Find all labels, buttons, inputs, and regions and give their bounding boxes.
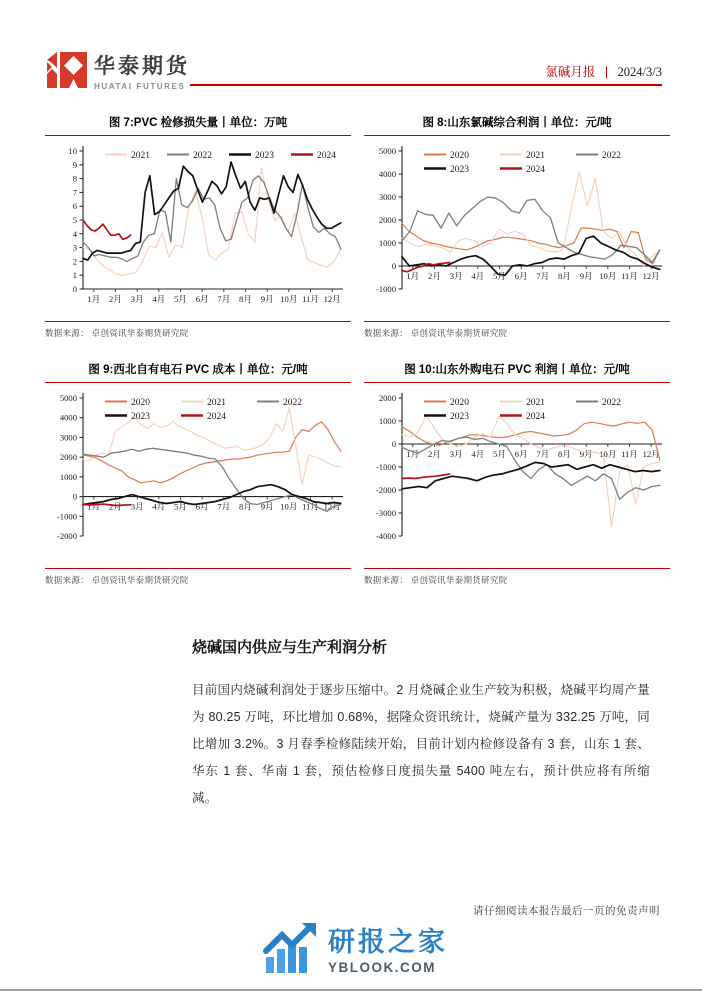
watermark-site-name: 研报之家	[328, 927, 448, 957]
svg-text:9: 9	[72, 159, 77, 170]
svg-text:9月: 9月	[579, 271, 593, 281]
figure-9-source: 数据来源： 卓创资讯华泰期货研究院	[45, 575, 189, 585]
header-separator: |	[604, 65, 609, 79]
svg-text:10月: 10月	[599, 449, 617, 459]
disclaimer-text: 请仔细阅读本报告最后一页的免责声明	[473, 905, 660, 917]
svg-text:11月: 11月	[621, 449, 638, 459]
svg-text:3: 3	[72, 242, 77, 253]
svg-text:11月: 11月	[621, 271, 638, 281]
svg-text:2000: 2000	[378, 215, 396, 225]
figure-10	[364, 360, 670, 586]
svg-text:12月: 12月	[642, 271, 660, 281]
svg-text:-4000: -4000	[375, 531, 396, 541]
svg-text:0: 0	[72, 491, 77, 502]
svg-text:4000: 4000	[59, 412, 77, 423]
figure-8-title: 图 8:山东氯碱综合利润丨单位：元/吨	[422, 117, 612, 129]
svg-text:8月: 8月	[239, 501, 252, 512]
svg-text:2: 2	[72, 256, 77, 267]
figure-7	[45, 113, 351, 339]
report-meta	[545, 62, 662, 80]
svg-text:5000: 5000	[59, 393, 77, 403]
figure-7-top-rule	[45, 135, 351, 136]
figure-10-chart	[364, 386, 670, 568]
svg-text:12月: 12月	[323, 294, 341, 304]
svg-text:4: 4	[72, 228, 77, 239]
svg-text:4月: 4月	[471, 271, 485, 281]
svg-text:9月: 9月	[260, 294, 274, 304]
svg-text:5月: 5月	[493, 449, 506, 459]
svg-text:9月: 9月	[579, 449, 593, 459]
svg-text:2000: 2000	[59, 452, 77, 463]
watermark-site-url: YBLOOK.COM	[328, 960, 436, 975]
svg-text:2021: 2021	[526, 398, 545, 408]
svg-text:3000: 3000	[378, 192, 396, 202]
svg-text:2020: 2020	[131, 398, 150, 408]
svg-text:2023: 2023	[255, 151, 274, 161]
svg-text:4月: 4月	[471, 449, 485, 459]
svg-text:1月: 1月	[87, 294, 101, 304]
figure-7-bottom-rule	[45, 321, 351, 322]
figure-7-chart	[45, 139, 351, 321]
brand-name-en: HUATAI FUTURES	[94, 82, 186, 91]
svg-text:7月: 7月	[536, 271, 550, 281]
svg-text:1000: 1000	[378, 238, 396, 248]
svg-text:2022: 2022	[193, 151, 212, 161]
svg-text:6月: 6月	[195, 294, 209, 304]
svg-text:1000: 1000	[59, 471, 77, 482]
svg-text:3月: 3月	[449, 449, 463, 459]
svg-text:-3000: -3000	[375, 508, 396, 518]
report-type-label: 氯碱月报	[545, 65, 596, 79]
huatai-logo-icon	[45, 48, 89, 90]
svg-text:2024: 2024	[317, 151, 336, 161]
svg-text:2022: 2022	[283, 398, 302, 408]
figure-8-top-rule	[364, 135, 670, 136]
figure-9-title: 图 9:西北自有电石 PVC 成本丨单位：元/吨	[88, 364, 308, 376]
brand-name-cn: 华泰期货	[94, 55, 190, 78]
brand-block	[94, 50, 190, 91]
svg-text:1月: 1月	[406, 271, 420, 281]
svg-text:2024: 2024	[207, 412, 226, 422]
figure-10-bottom-rule	[364, 568, 670, 569]
svg-text:5: 5	[72, 215, 77, 225]
svg-text:12月: 12月	[323, 501, 341, 512]
figure-7-source: 数据来源： 卓创资讯华泰期货研究院	[45, 328, 189, 338]
svg-text:1月: 1月	[87, 501, 101, 512]
svg-text:2月: 2月	[428, 449, 441, 459]
svg-text:8月: 8月	[239, 294, 252, 304]
svg-text:2月: 2月	[109, 501, 122, 512]
figure-10-title: 图 10:山东外购电石 PVC 利润丨单位：元/吨	[404, 364, 630, 376]
svg-text:3000: 3000	[59, 432, 77, 443]
section-heading: 烧碱国内供应与生产利润分析	[192, 639, 388, 656]
section-paragraph: 目前国内烧碱利润处于逐步压缩中。2 月烧碱企业生产较为积极，烧碱平均周产量为 80.25 万吨，环比增加 0.68%，据隆众资讯统计，烧碱产量为 332.25 万吨，同比增加 3.2%。3 月春季检修陆续开始，目前计划内检修设备有 3 套，山东 1 套、华东 1 套、华南 1 套，预估检修日度损失量 5400 吨左右，预计供应将有所缩减。	[192, 683, 650, 805]
svg-text:4000: 4000	[378, 169, 396, 179]
svg-text:2020: 2020	[450, 151, 469, 161]
figure-8-bottom-rule	[364, 321, 670, 322]
svg-text:8月: 8月	[558, 271, 571, 281]
svg-text:2024: 2024	[526, 412, 545, 422]
header-divider	[190, 84, 662, 86]
figure-7-title: 图 7:PVC 检修损失量丨单位：万吨	[108, 117, 288, 129]
svg-text:3月: 3月	[130, 501, 144, 512]
svg-text:2020: 2020	[450, 398, 469, 408]
svg-text:7月: 7月	[217, 294, 231, 304]
figure-9-top-rule	[45, 382, 351, 383]
svg-text:2021: 2021	[131, 151, 150, 161]
svg-text:-2000: -2000	[375, 485, 396, 495]
svg-text:-2000: -2000	[56, 531, 77, 541]
svg-text:5月: 5月	[493, 271, 506, 281]
svg-text:6月: 6月	[514, 271, 528, 281]
svg-text:2023: 2023	[450, 412, 469, 422]
svg-text:0: 0	[391, 261, 396, 271]
figure-10-source: 数据来源： 卓创资讯华泰期货研究院	[364, 575, 508, 585]
svg-text:6月: 6月	[195, 501, 209, 512]
svg-text:2021: 2021	[207, 398, 226, 408]
svg-text:1月: 1月	[406, 449, 420, 459]
svg-text:7: 7	[72, 187, 77, 198]
svg-text:2000: 2000	[378, 393, 396, 403]
svg-text:1: 1	[72, 270, 77, 281]
figure-8-source: 数据来源： 卓创资讯华泰期货研究院	[364, 328, 508, 338]
svg-text:-1000: -1000	[375, 462, 396, 472]
svg-text:2021: 2021	[526, 151, 545, 161]
page-header	[0, 0, 702, 100]
svg-text:6月: 6月	[514, 449, 528, 459]
svg-text:3月: 3月	[130, 294, 144, 304]
svg-text:5月: 5月	[174, 294, 187, 304]
svg-text:8月: 8月	[558, 449, 571, 459]
svg-text:12月: 12月	[642, 449, 660, 459]
svg-text:1000: 1000	[378, 416, 396, 426]
svg-text:11月: 11月	[302, 501, 319, 512]
svg-text:2024: 2024	[526, 165, 545, 175]
svg-text:0: 0	[391, 439, 396, 449]
svg-text:10月: 10月	[280, 294, 298, 304]
svg-text:2022: 2022	[602, 151, 621, 161]
figure-9	[45, 360, 351, 586]
svg-text:-1000: -1000	[56, 511, 77, 522]
svg-text:2月: 2月	[428, 271, 441, 281]
analysis-section	[192, 636, 650, 812]
svg-text:0: 0	[72, 284, 77, 294]
figure-8	[364, 113, 670, 339]
svg-text:7月: 7月	[536, 449, 550, 459]
svg-text:5月: 5月	[174, 501, 187, 512]
svg-text:10月: 10月	[599, 271, 617, 281]
watermark-barchart-icon	[262, 921, 318, 975]
watermark	[262, 920, 448, 975]
svg-text:7月: 7月	[217, 501, 231, 512]
svg-text:6: 6	[72, 201, 77, 212]
svg-text:9月: 9月	[260, 501, 274, 512]
svg-text:3月: 3月	[449, 271, 463, 281]
svg-text:4月: 4月	[152, 501, 166, 512]
svg-text:2023: 2023	[450, 165, 469, 175]
watermark-texts	[328, 920, 448, 975]
svg-text:4月: 4月	[152, 294, 166, 304]
figure-8-chart	[364, 139, 670, 321]
svg-text:2023: 2023	[131, 412, 150, 422]
svg-text:-1000: -1000	[375, 284, 396, 294]
figure-10-top-rule	[364, 382, 670, 383]
figure-9-bottom-rule	[45, 568, 351, 569]
svg-text:8: 8	[72, 173, 77, 184]
svg-text:2月: 2月	[109, 294, 122, 304]
figure-9-chart	[45, 386, 351, 568]
svg-text:2022: 2022	[602, 398, 621, 408]
svg-text:11月: 11月	[302, 294, 319, 304]
svg-text:10: 10	[68, 146, 77, 156]
svg-text:10月: 10月	[280, 501, 298, 512]
svg-text:5000: 5000	[378, 146, 396, 156]
report-date: 2024/3/3	[617, 65, 662, 79]
